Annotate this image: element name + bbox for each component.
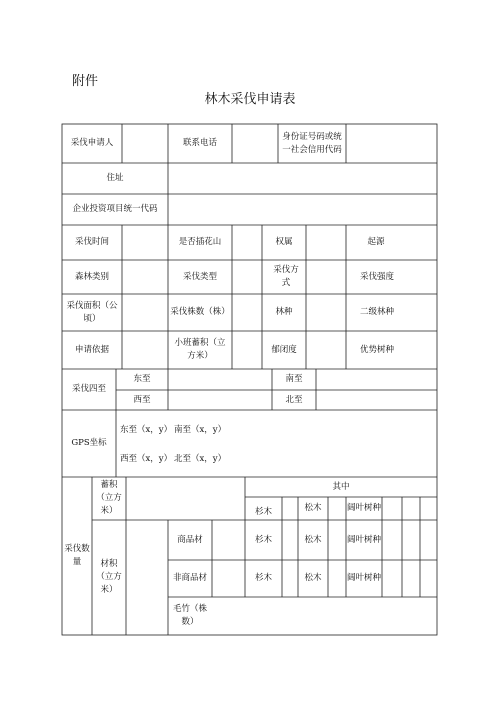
label-forest-type: 森林类别 [74,271,109,282]
label-secondary-species: 二级林种 [359,307,394,317]
label-south: 南至 [285,374,303,384]
label-dominant-species: 优势树种 [359,344,394,355]
label-cut-time: 采伐时间 [74,237,109,247]
label-applicant: 采伐申请人 [70,138,114,148]
label-boundaries: 采伐四至 [71,384,106,394]
label-flower-mountain: 是否插花山 [178,237,222,247]
label-bamboo: 毛竹（株数） [172,604,207,627]
label-address: 住址 [106,173,124,183]
label-cut-area: 采伐面积（公顷） [66,300,118,324]
label-id-code: 身份证号码或统一社会信用代码 [282,131,342,155]
label-west: 西至 [133,394,151,405]
label-timber: 材积（立方米） [96,559,122,595]
label-project-code: 企业投资项目统一代码 [72,204,158,214]
form-title: 林木采伐申请表 [204,92,296,107]
label-north: 北至 [285,394,303,405]
label-fir-commercial: 杉木 [254,534,272,545]
label-small-class-volume: 小班蓄积（立方米） [174,338,226,361]
label-cut-count: 采伐株数（株） [170,307,230,317]
label-tree-species: 林种 [275,307,293,317]
label-cut-type: 采伐类型 [182,271,217,282]
label-cut-quantity: 采伐数量 [64,544,90,567]
label-commercial: 商品材 [177,534,203,545]
label-cut-method: 采伐方式 [273,265,299,288]
label-broadleaf-non-commercial: 阔叶树种 [346,573,381,583]
label-broadleaf-volume: 阔叶树种 [346,503,381,513]
label-origin: 起源 [367,237,385,247]
label-pine-volume: 松木 [304,503,322,513]
label-gps-west: 西至（x，y） [120,453,173,464]
label-cut-intensity: 采伐强度 [359,271,394,282]
label-phone: 联系电话 [182,138,217,148]
label-pine-commercial: 松木 [304,534,322,545]
attachment-label: 附件 [72,74,99,89]
label-gps-south: 南至（x，y） [174,424,227,435]
label-basis: 申请依据 [74,344,109,355]
label-gps: GPS坐标 [71,438,107,448]
label-of-which: 其中 [332,481,350,492]
label-gps-north: 北至（x，y） [174,453,227,464]
label-ownership: 权属 [275,237,293,247]
label-volume: 蓄积（立方米） [96,480,122,516]
label-broadleaf-commercial: 阔叶树种 [346,534,381,545]
label-canopy: 郁闭度 [271,344,297,355]
label-pine-non-commercial: 松木 [304,573,322,583]
label-east: 东至 [133,374,151,384]
label-fir-non-commercial: 杉木 [254,573,272,583]
label-gps-east: 东至（x，y） [120,424,173,435]
label-non-commercial: 非商品材 [172,573,207,583]
label-fir-volume: 杉木 [254,507,272,517]
